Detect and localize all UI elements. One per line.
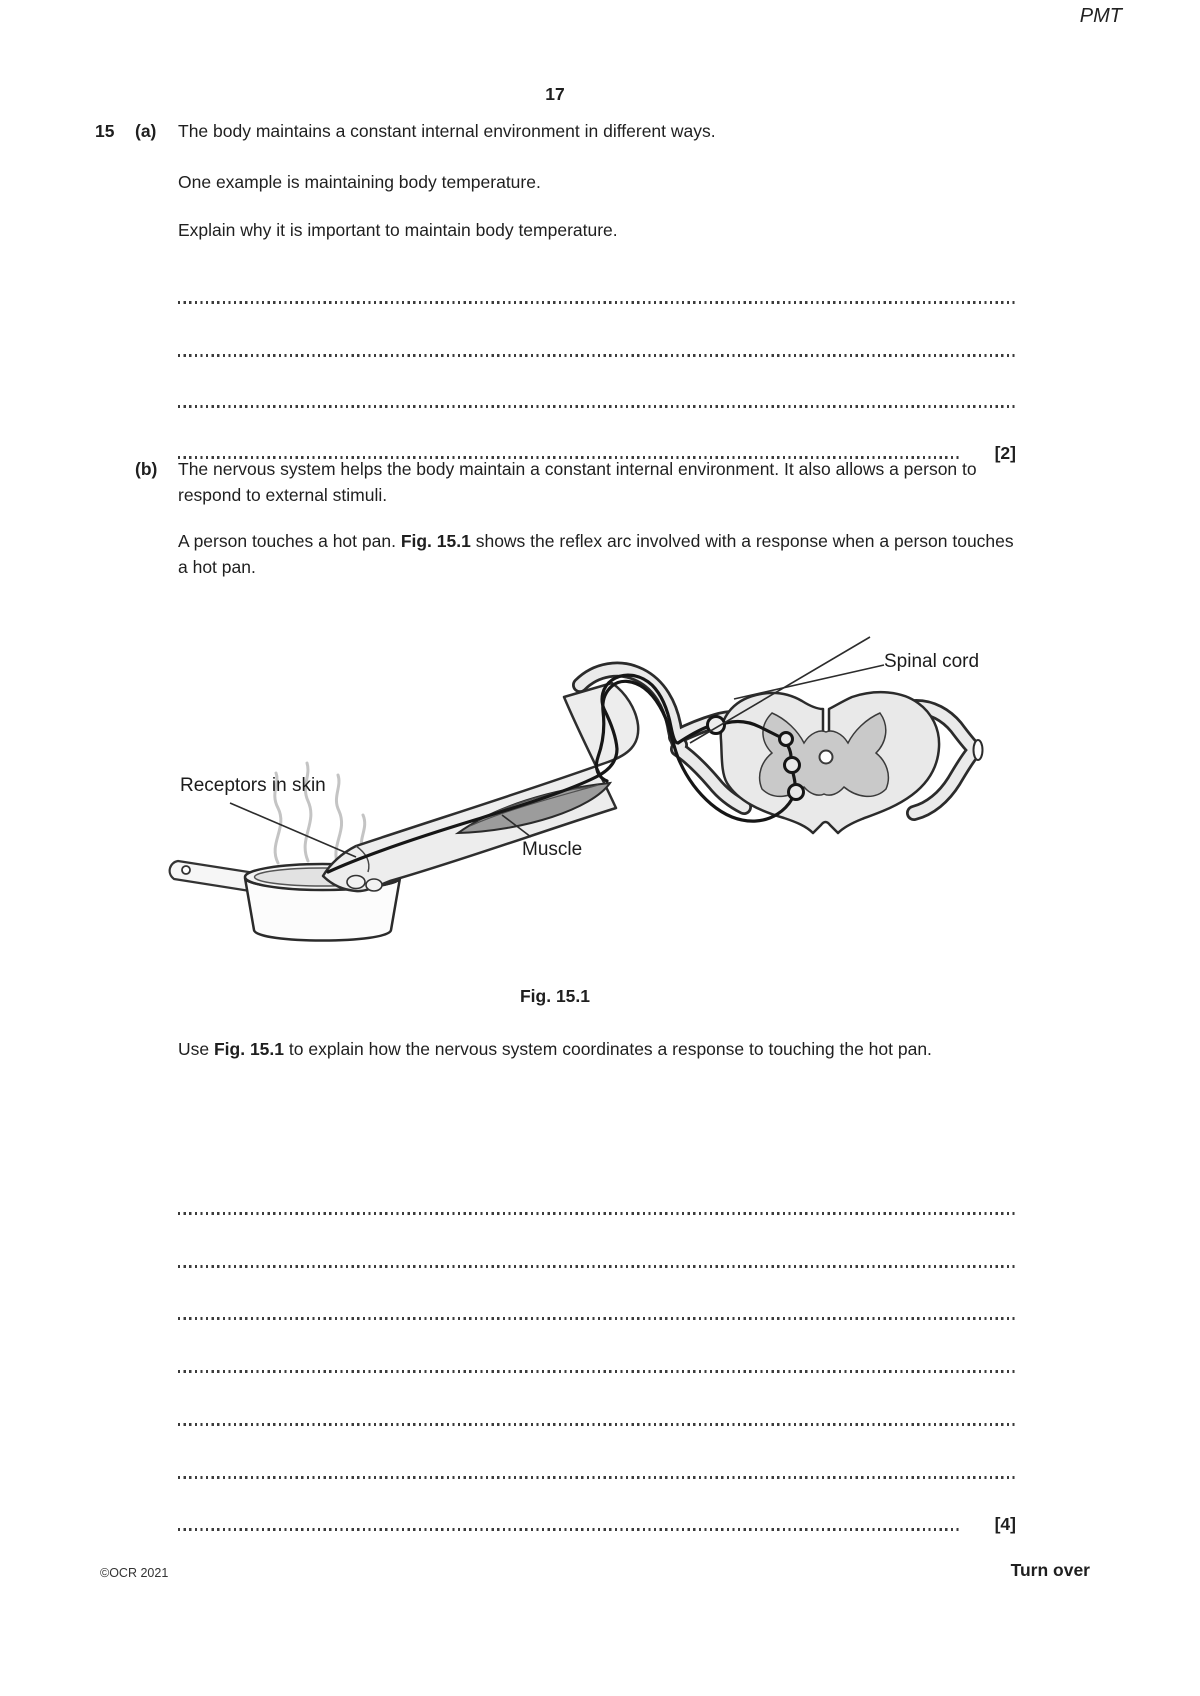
answer-line: [178, 1370, 1016, 1373]
part-a-label: (a): [135, 121, 157, 141]
copyright-notice: ©OCR 2021: [100, 1566, 169, 1580]
answer-line: [178, 1476, 1016, 1479]
task-prefix: Use: [178, 1039, 214, 1059]
part-b-scenario: [178, 528, 1018, 580]
scenario-fig-ref: Fig. 15.1: [400, 531, 471, 551]
question-15b-row: [135, 456, 1015, 508]
scenario-prefix: A person touches a hot pan.: [178, 531, 401, 551]
part-a-intro: The body maintains a constant internal environment in different ways.: [178, 121, 716, 141]
figure-caption: Fig. 15.1: [519, 986, 591, 1006]
question-15a-row: [95, 118, 1015, 144]
answer-line: [178, 301, 1016, 304]
spinal-cord-label: Spinal cord: [884, 651, 980, 672]
page-number: 17: [545, 84, 565, 104]
part-a-prompt: Explain why it is important to maintain body temperature.: [178, 220, 618, 240]
answer-line: [178, 1528, 962, 1531]
muscle-label: Muscle: [522, 839, 583, 860]
answer-line: [178, 405, 1016, 408]
part-b-label: (b): [135, 459, 158, 479]
receptors-label: Receptors in skin: [180, 775, 326, 796]
receptors-leader-line: [230, 803, 356, 857]
pmt-watermark: PMT: [1079, 5, 1122, 27]
part-b-intro: The nervous system helps the body maintain a constant internal environment. It also allows a person to respond to external stimuli.: [178, 459, 977, 505]
answer-line: [178, 1212, 1016, 1215]
task-suffix: to explain how the nervous system coordinates a response to touching the hot pan.: [284, 1039, 932, 1059]
marks-a: [2]: [994, 443, 1016, 463]
scenario-suffix: shows the reflex arc involved with a response when a person touches a hot pan.: [178, 531, 1014, 577]
turn-over-label: Turn over: [1010, 1560, 1090, 1580]
question-number: 15: [95, 121, 115, 141]
task-fig-ref: Fig. 15.1: [213, 1039, 285, 1059]
answer-line: [178, 1317, 1016, 1320]
part-b-task: [178, 1036, 1018, 1062]
part-a-example: One example is maintaining body temperature.: [178, 172, 541, 192]
answer-line: [178, 1423, 1016, 1426]
answer-line: [178, 354, 1016, 357]
answer-line: [178, 1265, 1016, 1268]
central-canal: [820, 751, 833, 764]
marks-b: [4]: [994, 1514, 1016, 1534]
